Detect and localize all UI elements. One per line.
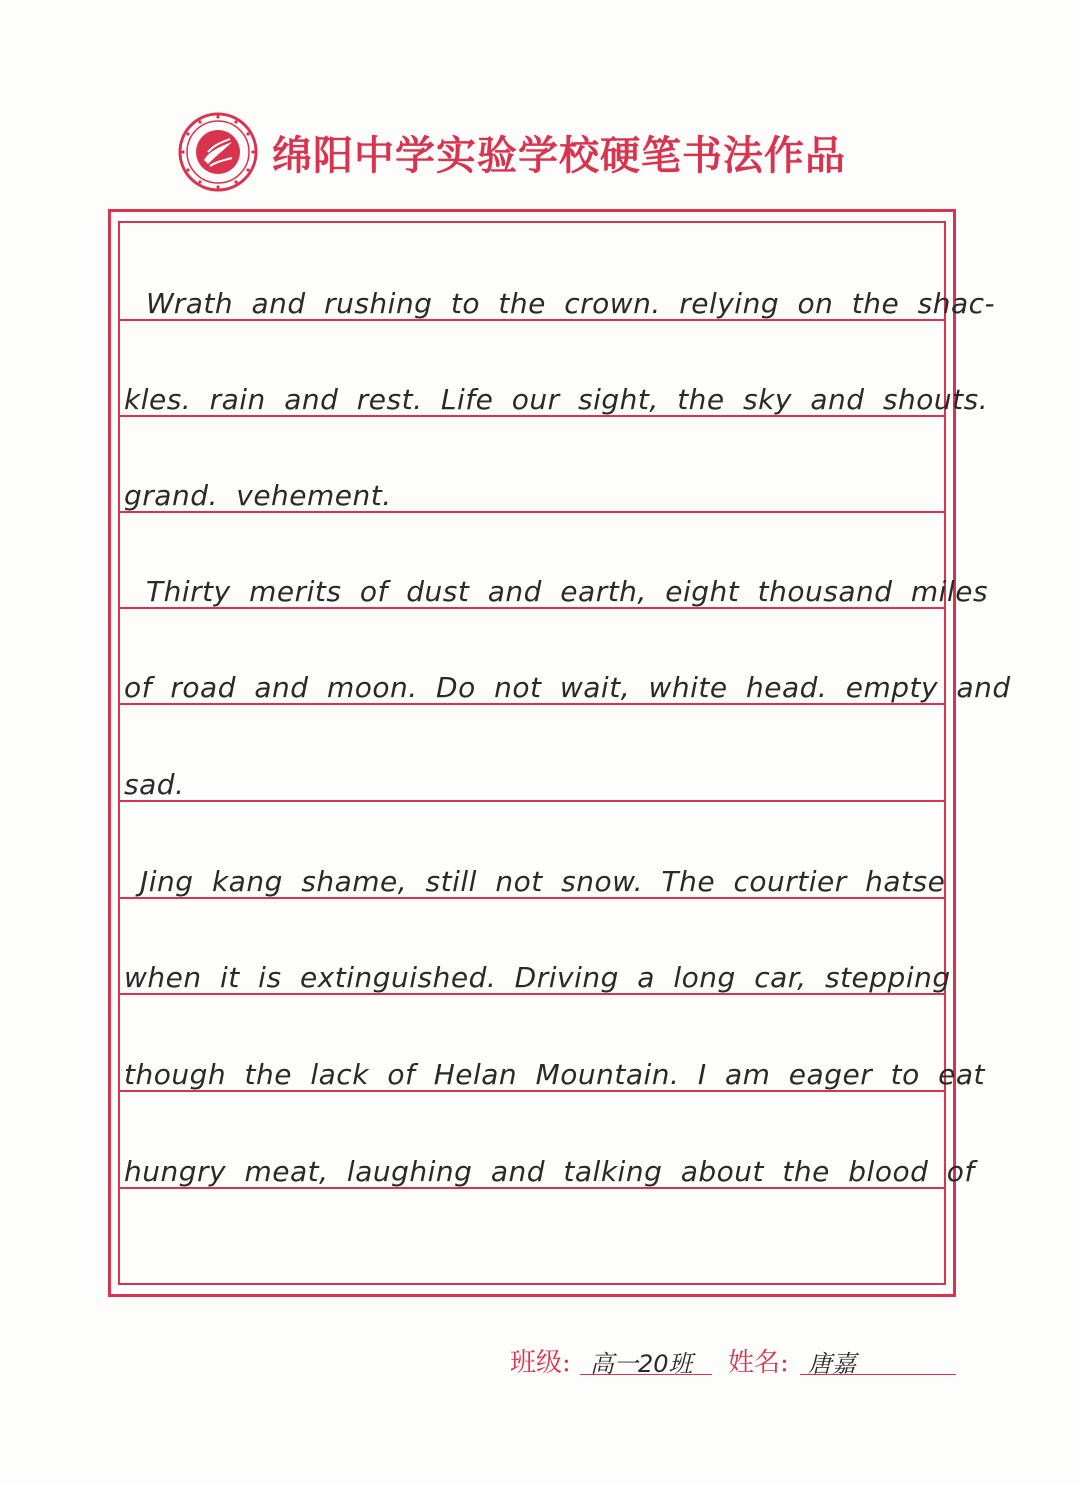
school-seal-icon bbox=[178, 112, 258, 192]
handwritten-line: of road and moon. Do not wait, white head. empty and bbox=[124, 671, 1011, 704]
handwritten-line: Thirty merits of dust and earth, eight thousand miles bbox=[146, 575, 989, 608]
handwritten-line: when it is extinguished. Driving a long car, stepping bbox=[124, 961, 951, 994]
class-value: 高一20班 bbox=[590, 1350, 693, 1378]
handwritten-line: sad. bbox=[124, 768, 185, 801]
handwritten-line: hungry meat, laughing and talking about the blood of bbox=[124, 1155, 975, 1188]
handwritten-line: Jing kang shame, still not snow. The courtier hatse bbox=[140, 865, 946, 898]
name-label: 姓名: bbox=[728, 1348, 789, 1378]
handwritten-line: Wrath and rushing to the crown. relying on the shac- bbox=[146, 287, 996, 320]
sheet-title: 绵阳中学实验学校硬笔书法作品 bbox=[272, 131, 846, 179]
name-underline bbox=[800, 1374, 956, 1375]
signature-footer bbox=[510, 1338, 960, 1388]
sheet-header bbox=[178, 112, 846, 192]
handwritten-line: grand. vehement. bbox=[124, 479, 392, 512]
handwritten-line: kles. rain and rest. Life our sight, the sky and shouts. bbox=[124, 383, 989, 416]
class-label: 班级: bbox=[510, 1348, 571, 1378]
handwritten-line: though the lack of Helan Mountain. I am eager to eat bbox=[124, 1058, 985, 1091]
name-value: 唐嘉 bbox=[808, 1350, 856, 1378]
class-underline bbox=[580, 1374, 712, 1375]
